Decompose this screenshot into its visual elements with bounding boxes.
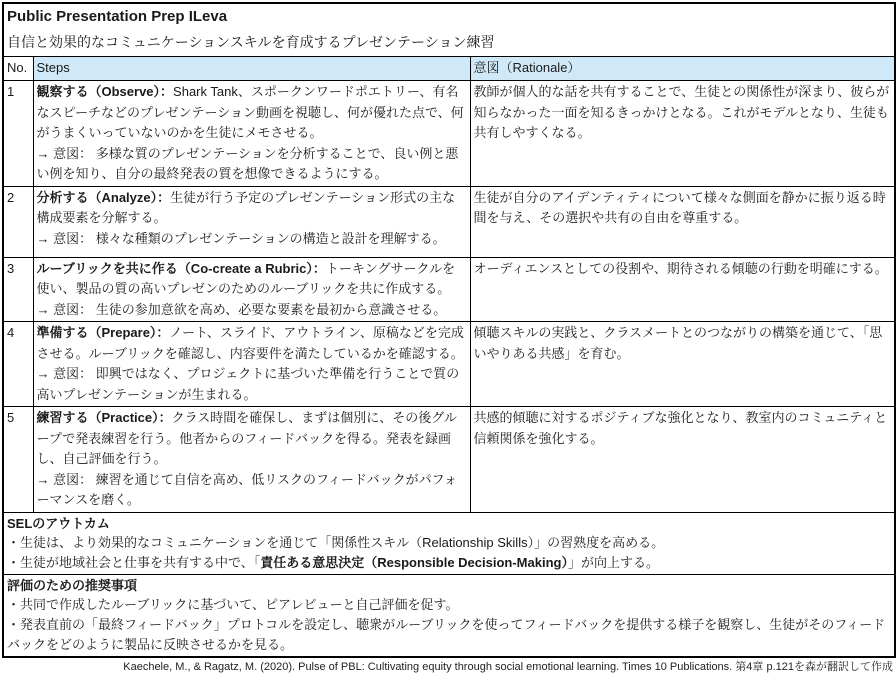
step-title: 準備する（Prepare）： bbox=[36, 325, 170, 340]
row-number: 2 bbox=[3, 186, 33, 257]
sel-outcomes-row bbox=[3, 512, 895, 574]
rationale-cell bbox=[470, 186, 895, 257]
step-intent: → 意図： 多様な質のプレゼンテーションを分析することで、良い例と悪い例を知り、自分の最終発表の質を想像できるようにする。 bbox=[36, 145, 459, 181]
rationale-text: 共感的傾聴に対するポジティブな強化となり、教室内のコミュニティと信頼関係を強化する。 bbox=[473, 410, 888, 446]
citation: Kaechele, M., & Ragatz, M. (2020). Pulse of PBL: Cultivating equity through social emotional learning. Times 10 Publications. 第4章 p.121を森が翻訳して作成 bbox=[123, 661, 893, 673]
title-row bbox=[3, 3, 895, 57]
column-header-no: No. bbox=[3, 57, 33, 81]
step-intent: → 意図： 様々な種類のプレゼンテーションの構造と設計を理解する。 bbox=[36, 230, 446, 246]
table-row bbox=[3, 186, 895, 257]
sel-outcome-text: 」が向上する。 bbox=[567, 554, 659, 570]
rationale-text: 傾聴スキルの実践と、クラスメートとのつながりの構築を通じて、「思いやりある共感」を育む。 bbox=[473, 325, 883, 361]
row-number: 1 bbox=[3, 81, 33, 187]
rationale-cell bbox=[470, 322, 895, 407]
step-cell bbox=[33, 322, 470, 407]
column-header-rationale: 意図（Rationale） bbox=[470, 57, 895, 81]
step-description: ノート、スライド、アウトライン、原稿などを完成させる。ルーブリックを確認し、内容要件を満たしているかを確認する。 bbox=[36, 325, 464, 361]
assessment-row bbox=[3, 574, 895, 657]
step-description: 生徒が行う予定のプレゼンテーション形式の主な構成要素を分解する。 bbox=[36, 189, 456, 225]
step-description: クラス時間を確保し、まずは個別に、その後グループで発表練習を行う。他者からのフィードバックを得る。発表を録画し、自己評価を行う。 bbox=[36, 410, 457, 466]
assessment-item: ・発表直前の「最終フィードバック」プロトコルを設定し、聴衆がルーブリックを使ってフィードバックを提供する様子を観察し、生徒がそのフィードバックをどのように製品に反映させるかを見る。 bbox=[7, 616, 886, 652]
step-description: トーキングサークルを使い、製品の質の高いプレゼンのためのルーブリックを共に作成する。 bbox=[36, 260, 456, 296]
rationale-cell bbox=[470, 257, 895, 322]
document-sheet bbox=[0, 2, 896, 678]
assessment-heading: 評価のための推奨事項 bbox=[7, 577, 138, 593]
step-intent: → 意図： 練習を通じて自信を高め、低リスクのフィードバックがパフォーマンスを磨く。 bbox=[36, 471, 457, 507]
column-header-steps: Steps bbox=[33, 57, 470, 81]
step-intent: → 意図： 即興ではなく、プロジェクトに基づいた準備を行うことで質の高いプレゼンテーションが生まれる。 bbox=[36, 366, 460, 402]
row-number: 3 bbox=[3, 257, 33, 322]
rationale-cell bbox=[470, 407, 895, 513]
sel-outcome-bold-term: 責任ある意思決定（Responsible Decision-Making） bbox=[260, 554, 568, 570]
step-cell bbox=[33, 81, 470, 187]
rationale-text: 生徒が自分のアイデンティティについて様々な側面を静かに振り返る時間を与え、その選択や共有の自由を尊重する。 bbox=[473, 189, 886, 225]
table-row bbox=[3, 322, 895, 407]
page-title: Public Presentation Prep ILeva bbox=[7, 8, 228, 25]
row-number: 5 bbox=[3, 407, 33, 513]
step-cell bbox=[33, 186, 470, 257]
rationale-text: 教師が個人的な話を共有することで、生徒との関係性が深まり、彼らが知らなかった一面を知るきっかけとなる。これがモデルとなり、生徒も共有しやすくなる。 bbox=[473, 84, 890, 140]
table-row bbox=[3, 407, 895, 513]
step-cell bbox=[33, 407, 470, 513]
row-number: 4 bbox=[3, 322, 33, 407]
step-title: 観察する（Observe）： bbox=[36, 84, 174, 99]
step-description: Shark Tank、スポークンワードポエトリー、有名なスピーチなどのプレゼンテーション動画を視聴し、何が優れた点で、何がうまくいっていないのかを生徒にメモさせる。 bbox=[36, 84, 464, 140]
assessment-item: ・共同で作成したルーブリックに基づいて、ピアレビューと自己評価を促す。 bbox=[7, 596, 459, 612]
rationale-text: オーディエンスとしての役割や、期待される傾聴の行動を明確にする。 bbox=[473, 260, 888, 276]
step-title: 練習する（Practice）： bbox=[36, 410, 172, 425]
step-title: 分析する（Analyze）： bbox=[36, 189, 171, 205]
sel-outcomes-heading: SELのアウトカム bbox=[7, 515, 110, 531]
step-title: ルーブリックを共に作る（Co-create a Rubric）： bbox=[36, 260, 326, 276]
sel-outcome-item: ・生徒は、より効果的なコミュニケーションを通じて「関係性スキル（Relationship Skills）」の習熟度を高める。 bbox=[7, 534, 665, 550]
title-block bbox=[3, 3, 895, 57]
table-row bbox=[3, 257, 895, 322]
lesson-plan-table bbox=[2, 2, 896, 658]
step-intent: → 意図： 生徒の参加意欲を高め、必要な要素を最初から意識させる。 bbox=[36, 301, 447, 317]
sel-outcome-text: ・生徒が地域社会と仕事を共有する中で、「 bbox=[7, 554, 261, 570]
table-row bbox=[3, 81, 895, 187]
page-subtitle: 自信と効果的なコミュニケーションスキルを育成するプレゼンテーション練習 bbox=[7, 34, 495, 50]
rationale-cell bbox=[470, 81, 895, 187]
sel-outcomes-section bbox=[3, 512, 895, 574]
step-cell bbox=[33, 257, 470, 322]
assessment-section bbox=[3, 574, 895, 657]
sel-outcome-item bbox=[7, 553, 891, 573]
table-header-row bbox=[3, 57, 895, 81]
